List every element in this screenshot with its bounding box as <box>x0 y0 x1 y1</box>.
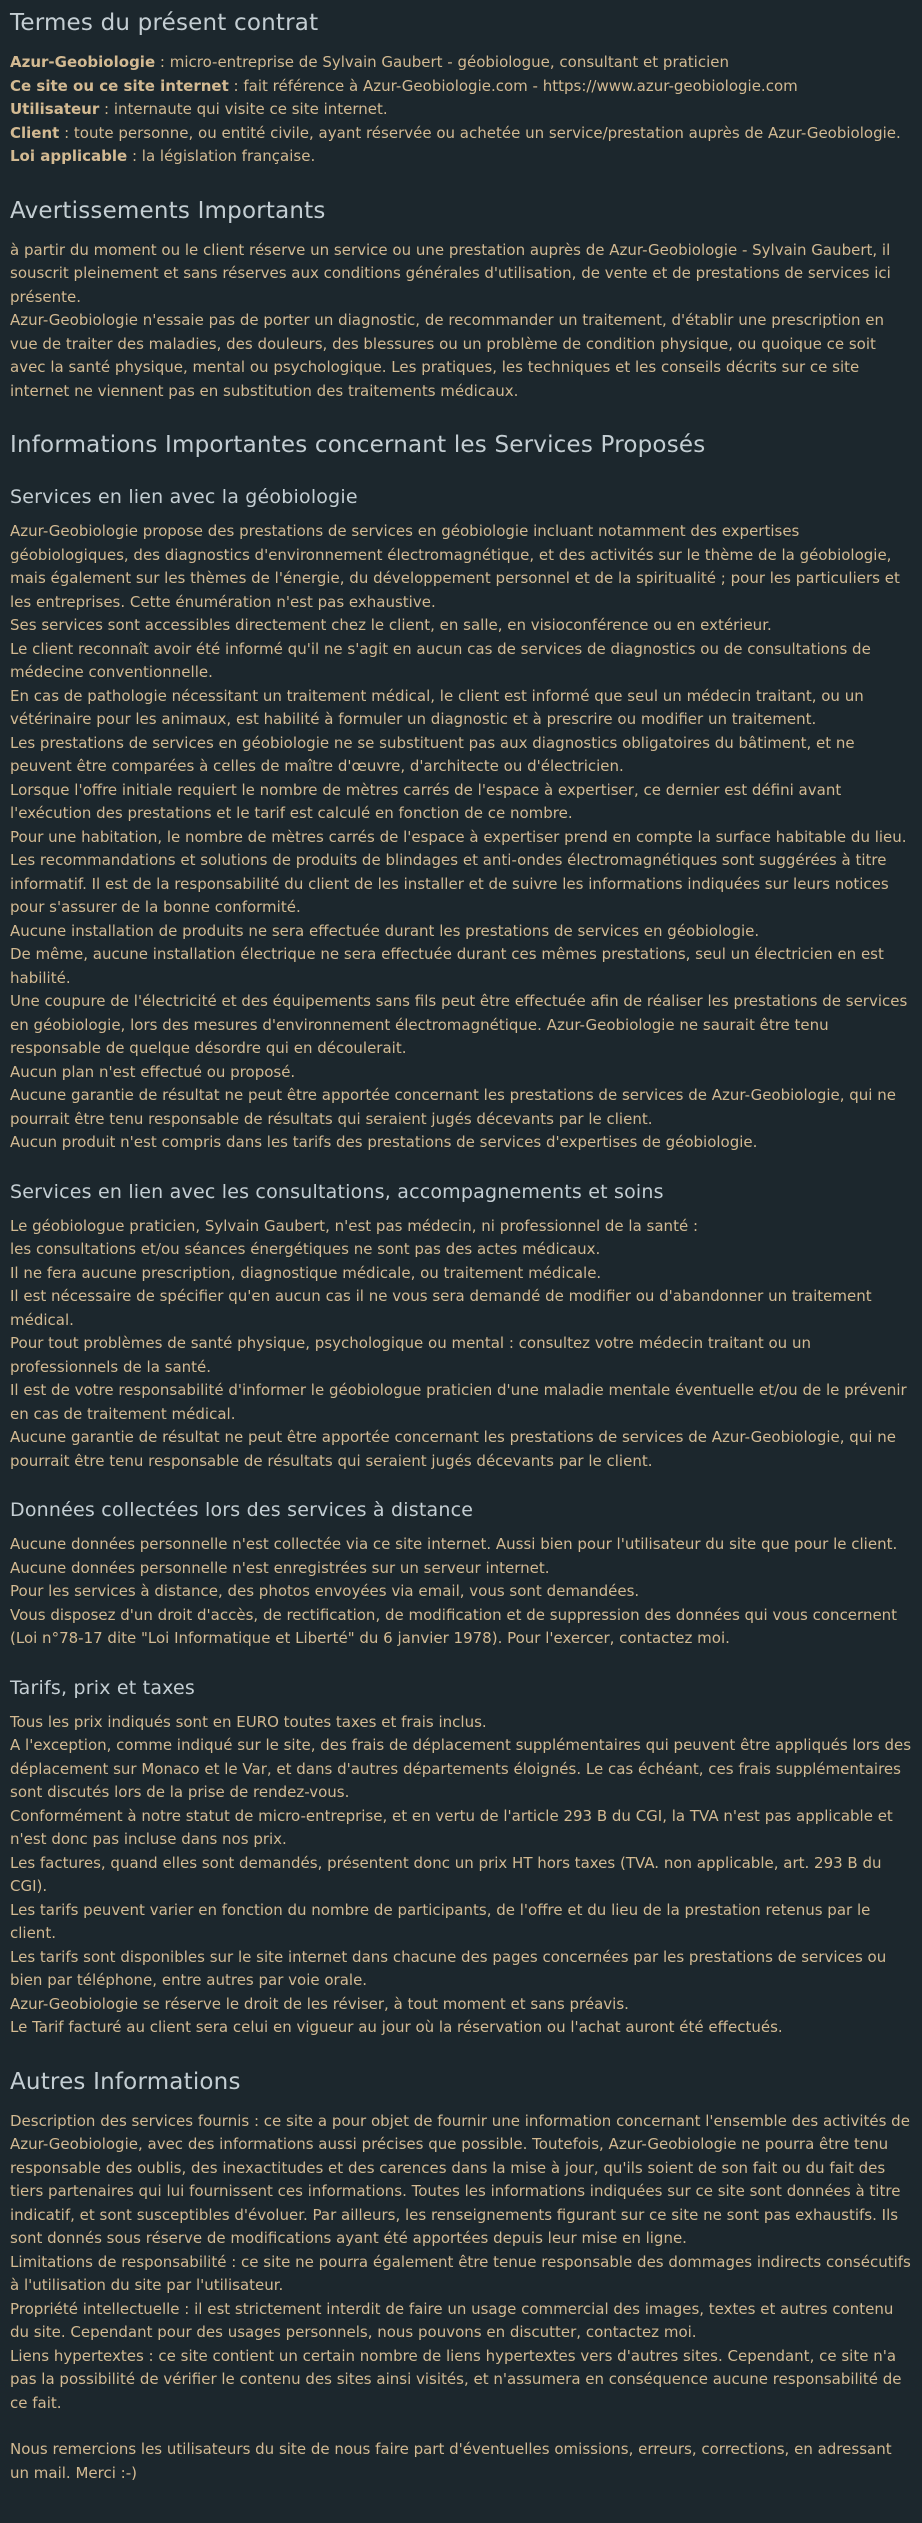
text-line: Aucune garantie de résultat ne peut être apportée concernant les prestations de services de Azur-Geobiologie, qui ne pourrait être tenu responsable de résultats qui seraient jugés décevants par le client. <box>10 1086 896 1128</box>
text-line: Lorsque l'offre initiale requiert le nombre de mètres carrés de l'espace à expertiser, ce dernier est défini avant l'exécution des prestations et le tarif est calculé en fonction de ce nombre. <box>10 780 842 822</box>
definitions-paragraph <box>10 51 912 169</box>
text-line: Nous remercions les utilisateurs du site de nous faire part d'éventuelles omissions, erreurs, corrections, en adressant un mail. Merci :-) <box>10 2440 892 2482</box>
text-line: De même, aucune installation électrique ne sera effectuée durant ces mêmes prestations, seul un électricien en est habilité. <box>10 945 884 987</box>
text-line: Il est nécessaire de spécifier qu'en aucun cas il ne vous sera demandé de modifier ou d'abandonner un traitement médical. <box>10 1287 872 1329</box>
subsection-heading: Services en lien avec les consultations, accompagnements et soins <box>10 1180 664 1203</box>
definition-term: Loi applicable <box>10 147 128 165</box>
text-line: Tous les prix indiqués sont en EURO toutes taxes et frais inclus. <box>10 1712 487 1731</box>
text-line: Il ne fera aucune prescription, diagnostique médicale, ou traitement médicale. <box>10 1263 602 1282</box>
section-heading: Avertissements Importants <box>10 197 326 224</box>
definition-line <box>10 145 912 169</box>
text-line: Azur-Geobiologie se réserve le droit de les réviser, à tout moment et sans préavis. <box>10 1994 629 2013</box>
definition-term: Azur-Geobiologie <box>10 53 156 71</box>
definition-line <box>10 122 912 146</box>
definition-line <box>10 75 912 99</box>
text-line: Les tarifs peuvent varier en fonction du nombre de participants, de l'offre et du lieu de la prestation retenus par le client. <box>10 1900 871 1942</box>
text-line: Aucune garantie de résultat ne peut être apportée concernant les prestations de services de Azur-Geobiologie, qui ne pourrait être tenu responsable de résultats qui seraient jugés décevants par le client. <box>10 1428 896 1470</box>
text-line: Aucun plan n'est effectué ou proposé. <box>10 1062 296 1081</box>
text-line: à partir du moment ou le client réserve un service ou une prestation auprès de Azur-Geobiologie - Sylvain Gaubert, il souscrit pleinement et sans réserves aux conditions générales d'utilisation, de vente et de prestations de services ici présente. <box>10 240 891 306</box>
text-line: Aucun produit n'est compris dans les tarifs des prestations de services d'expertises de géobiologie. <box>10 1133 758 1151</box>
text-line: Pour les services à distance, des photos envoyées via email, vous sont demandées. <box>10 1582 640 1600</box>
text-line: Le Tarif facturé au client sera celui en vigueur au jour où la réservation ou l'achat auront été effectués. <box>10 2018 783 2036</box>
text-line: Pour tout problèmes de santé physique, psychologique ou mental : consultez votre médecin traitant ou un professionnels de la santé. <box>10 1334 811 1376</box>
text-line: Description des services fournis : ce site a pour objet de fournir une information concernant l'ensemble des activités de Azur-Geobiologie, avec des informations aussi précises que possible. Toutefois, Azur-Geobiologie ne pourra être tenu responsable des oublis, des inexactitudes et des carences dans la mise à jour, qu'ils soient de son fait ou du fait des tiers partenaires qui lui fournissent ces informations. Toutes les informations indiquées sur ce site sont données à titre indicatif, et sont susceptibles d'évoluer. Par ailleurs, les renseignements figurant sur ce site ne sont pas exhaustifs. Ils sont donnés sous réserve de modifications ayant été apportées depuis leur mise en ligne. <box>10 2111 910 2247</box>
body-paragraph <box>10 520 912 1155</box>
subsection-heading: Données collectées lors des services à distance <box>10 1499 474 1521</box>
text-line: Le client reconnaît avoir été informé qu'il ne s'agit en aucun cas de services de diagnostics ou de consultations de médecine conventionnelle. <box>10 639 871 681</box>
text-line: Aucune données personnelle n'est collectée via ce site internet. Aussi bien pour l'utilisateur du site que pour le client. <box>10 1535 898 1553</box>
text-line: Pour une habitation, le nombre de mètres carrés de l'espace à expertiser prend en compte la surface habitable du lieu. <box>10 827 907 846</box>
section-heading: Termes du présent contrat <box>10 10 319 36</box>
body-paragraph <box>10 1711 912 2040</box>
definition-term: Client <box>10 123 60 142</box>
text-line: Une coupure de l'électricité et des équipements sans fils peut être effectuée afin de réaliser les prestations de services en géobiologie, lors des mesures d'environnement électromagnétique. Azur-Geobiologie ne saurait être tenu responsable de quelque désordre qui en découlerait. <box>10 992 908 1057</box>
text-line: Les factures, quand elles sont demandés, présentent donc un prix HT hors taxes (TVA. non applicable, art. 293 B du CGI). <box>10 1853 882 1895</box>
subsection-heading: Services en lien avec la géobiologie <box>10 486 358 508</box>
body-paragraph <box>10 2438 912 2485</box>
definition-line <box>10 51 912 75</box>
definition-text: : fait référence à Azur-Geobiologie.com - https://www.azur-geobiologie.com <box>228 76 798 95</box>
definition-text: : toute personne, ou entité civile, ayant réservée ou achetée un service/prestation auprès de Azur-Geobiologie. <box>59 123 901 142</box>
text-line: Aucune installation de produits ne sera effectuée durant les prestations de services en géobiologie. <box>10 921 760 940</box>
text-line: les consultations et/ou séances énergétiques ne sont pas des actes médicaux. <box>10 1240 601 1258</box>
text-line: Le géobiologue praticien, Sylvain Gaubert, n'est pas médecin, ni professionnel de la santé : <box>10 1216 699 1235</box>
text-line: A l'exception, comme indiqué sur le site, des frais de déplacement supplémentaires qui peuvent être appliqués lors des déplacement sur Monaco et le Var, et dans d'autres départements éloignés. Le cas échéant, ces frais supplémentaires sont discutés lors de la prise de rendez-vous. <box>10 1736 912 1801</box>
definition-text: : la législation française. <box>127 147 316 165</box>
text-line: Il est de votre responsabilité d'informer le géobiologue praticien d'une maladie mentale éventuelle et/ou de le prévenir en cas de traitement médical. <box>10 1381 907 1423</box>
definition-text: : micro-entreprise de Sylvain Gaubert - géobiologue, consultant et praticien <box>155 53 729 71</box>
body-paragraph <box>10 239 912 404</box>
definition-term: Utilisateur <box>10 100 100 118</box>
text-line: Propriété intellectuelle : il est strictement interdit de faire un usage commercial des images, textes et autres contenu du site. Cependant pour des usages personnels, nous pouvons en discutter, contactez moi. <box>10 2299 894 2341</box>
text-line: Azur-Geobiologie n'essaie pas de porter un diagnostic, de recommander un traitement, d'établir une prescription en vue de traiter des maladies, des douleurs, des blessures ou un problème de condition physique, ou quoique ce soit avec la santé physique, mental ou psychologique. Les pratiques, les techniques et les conseils décrits sur ce site internet ne viennent pas en substitution des traitements médicaux. <box>10 311 884 400</box>
text-line: Les tarifs sont disponibles sur le site internet dans chacune des pages concernées par les prestations de services ou bien par téléphone, entre autres par voie orale. <box>10 1947 887 1989</box>
text-line: Aucune données personnelle n'est enregistrées sur un serveur internet. <box>10 1558 550 1577</box>
body-paragraph <box>10 1533 912 1651</box>
text-line: Liens hypertextes : ce site contient un certain nombre de liens hypertextes vers d'autres sites. Cependant, ce site n'a pas la possibilité de vérifier le contenu des sites ainsi visités, et n'assumera en conséquence aucune responsabilité de ce fait. <box>10 2346 902 2412</box>
text-line: Conformément à notre statut de micro-entreprise, et en vertu de l'article 293 B du CGI, la TVA n'est pas applicable et n'est donc pas incluse dans nos prix. <box>10 1806 893 1848</box>
definition-line <box>10 98 912 122</box>
section-heading: Autres Informations <box>10 2068 241 2095</box>
text-line: Les recommandations et solutions de produits de blindages et anti-ondes électromagnétiques sont suggérées à titre informatif. Il est de la responsabilité du client de les installer et de suivre les informations indiquées sur leurs notices pour s'assurer de la bonne conformité. <box>10 851 889 916</box>
text-line: Les prestations de services en géobiologie ne se substituent pas aux diagnostics obligatoires du bâtiment, et ne peuvent être comparées à celles de maître d'œuvre, d'architecte ou d'électricien. <box>10 733 855 775</box>
definition-text: : internaute qui visite ce site internet. <box>99 100 388 118</box>
text-line: Limitations de responsabilité : ce site ne pourra également être tenue responsable des dommages indirects consécutifs à l'utilisation du site par l'utilisateur. <box>10 2252 911 2294</box>
subsection-heading: Tarifs, prix et taxes <box>10 1676 196 1699</box>
definition-term: Ce site ou ce site internet <box>10 76 229 95</box>
text-line: Vous disposez d'un droit d'accès, de rectification, de modification et de suppression des données qui vous concernent (Loi n°78-17 dite "Loi Informatique et Liberté" du 6 janvier 1978). Pour l'exercer, contactez moi. <box>10 1605 898 1647</box>
section-heading: Informations Importantes concernant les Services Proposés <box>10 432 706 458</box>
text-line: Azur-Geobiologie propose des prestations de services en géobiologie incluant notamment des expertises géobiologiques, des diagnostics d'environnement électromagnétique, et des activités sur le thème de la géobiologie, mais également sur les thèmes de l'énergie, du développement personnel et de la spiritualité ; pour les particuliers et les entreprises. Cette énumération n'est pas exhaustive. <box>10 522 900 611</box>
text-line: Ses services sont accessibles directement chez le client, en salle, en visioconférence ou en extérieur. <box>10 616 772 634</box>
body-paragraph <box>10 2110 912 2416</box>
body-paragraph <box>10 1215 912 1474</box>
text-line: En cas de pathologie nécessitant un traitement médical, le client est informé que seul un médecin traitant, ou un vétérinaire pour les animaux, est habilité à formuler un diagnostic et à prescrire ou modifier un traitement. <box>10 686 864 728</box>
